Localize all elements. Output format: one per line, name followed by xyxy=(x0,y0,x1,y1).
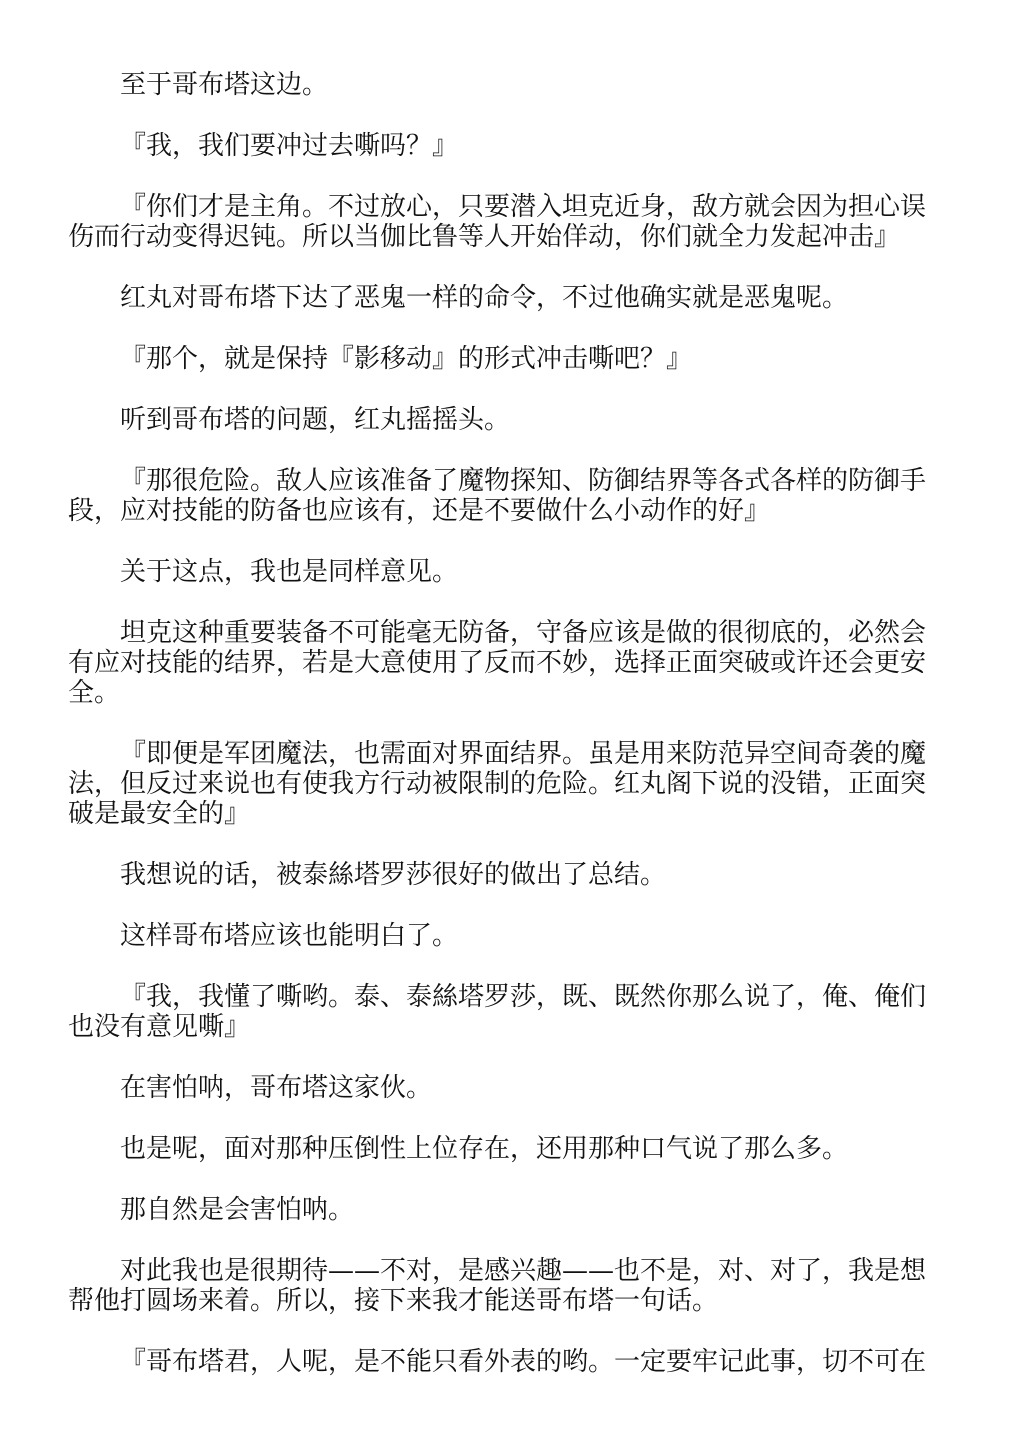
paragraph: 那自然是会害怕呐。 xyxy=(120,1195,355,1225)
document-page xyxy=(68,70,926,1408)
paragraph: 至于哥布塔这边。 xyxy=(120,70,329,100)
paragraph: 在害怕呐，哥布塔这家伙。 xyxy=(120,1073,433,1103)
paragraph: 我想说的话，被泰絲塔罗莎很好的做出了总结。 xyxy=(120,860,667,890)
paragraph: 红丸对哥布塔下达了恶鬼一样的命令，不过他确实就是恶鬼呢。 xyxy=(120,283,849,313)
paragraph: 关于这点，我也是同样意见。 xyxy=(120,557,459,587)
paragraph: 这样哥布塔应该也能明白了。 xyxy=(120,921,459,951)
paragraph: 坦克这种重要装备不可能毫无防备，守备应该是做的很彻底的，必然会有应对技能的结界，若是大意使用了反而不妙，选择正面突破或许还会更安全。 xyxy=(68,618,927,708)
paragraph: 『即便是军团魔法，也需面对界面结界。虽是用来防范异空间奇袭的魔法，但反过来说也有使我方行动被限制的危险。红丸阁下说的没错，正面突破是最安全的』 xyxy=(68,739,927,829)
paragraph: 『我，我懂了嘶哟。泰、泰絲塔罗莎，既、既然你那么说了，俺、俺们也没有意见嘶』 xyxy=(68,982,927,1042)
paragraph: 『你们才是主角。不过放心，只要潜入坦克近身，敌方就会因为担心误伤而行动变得迟钝。所以当伽比鲁等人开始佯动，你们就全力发起冲击』 xyxy=(68,192,927,252)
paragraph: 『哥布塔君，人呢，是不能只看外表的哟。一定要牢记此事，切不可在 xyxy=(120,1347,927,1377)
paragraph: 也是呢，面对那种压倒性上位存在，还用那种口气说了那么多。 xyxy=(120,1134,849,1164)
paragraph: 『那个，就是保持『影移动』的形式冲击嘶吧？』 xyxy=(120,344,693,374)
paragraph: 对此我也是很期待——不对，是感兴趣——也不是，对、对了，我是想帮他打圆场来着。所以，接下来我才能送哥布塔一句话。 xyxy=(68,1256,927,1316)
paragraph: 听到哥布塔的问题，红丸摇摇头。 xyxy=(120,405,511,435)
paragraph: 『那很危险。敌人应该准备了魔物探知、防御结界等各式各样的防御手段，应对技能的防备也应该有，还是不要做什么小动作的好』 xyxy=(68,466,927,526)
paragraph: 『我，我们要冲过去嘶吗？』 xyxy=(120,131,459,161)
